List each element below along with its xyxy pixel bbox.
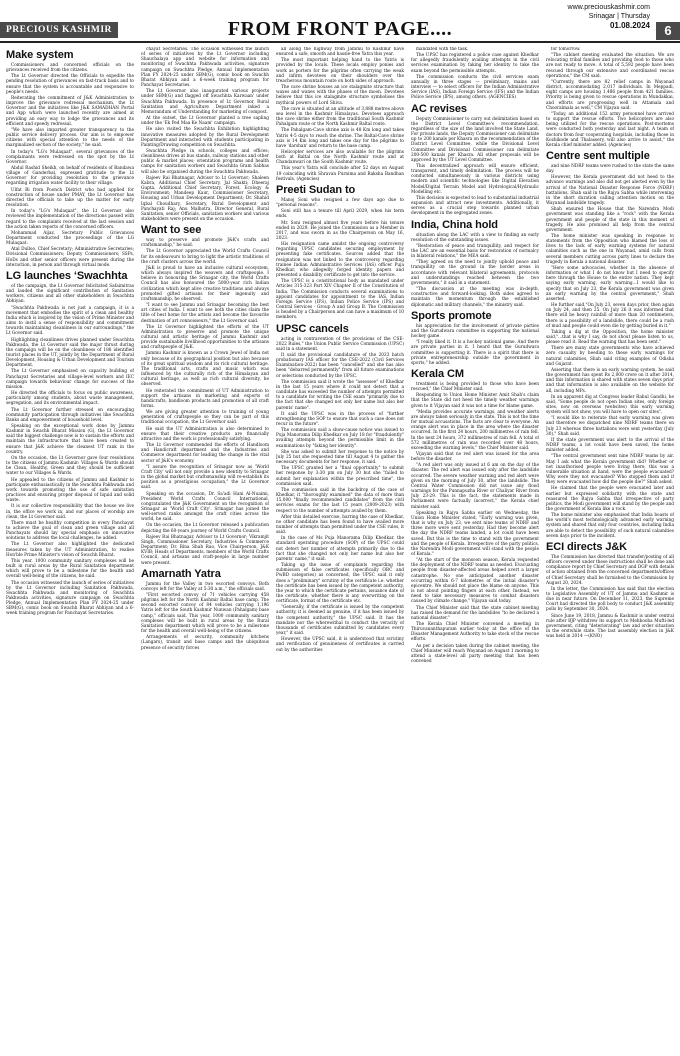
article-paragraph: way to preserve and promote J&K's crafts and craftsmanship," he said. — [141, 238, 269, 249]
article-paragraph: His resignation came amidst the ongoing controversy regarding UPSC candidates securing employment by presenting fake certificates. Sources added that the resignation was not linked to the controversy regarding trainee Indian Administrative Services (IAS) officer Puja Khedkar, who allegedly forged identity papers and presented a disability certificate to get into the service. — [276, 242, 404, 279]
article-paragraph: "Generally, if the certificate is issued by the competent authority, it is deemed as genuine, if it has been issued by the competent authority," the UPSC said. It has the mandate nor the wherewithal to conduct the veracity of thousands of certificates submitted by candidates every year," it said. — [276, 605, 404, 637]
article-paragraph: The commission said a show-cause notice was issued to Puja Manorama Dilip Khedkar on July 18 for "fraudulently" availing attempts beyond the permissible limit in the examinations by "faking her identity". — [276, 428, 404, 449]
article-paragraph: The Lt Governor appreciated the World Crafts Council for its endeavours to bring to light the artistic traditions of the craft clusters across the world. — [141, 249, 269, 265]
column-5 — [546, 47, 674, 1052]
article-headline: ECI directs J&K — [546, 540, 628, 553]
article-paragraph: The Lt Governor also highlighted the dedicated measures taken by the UT Administration, to realise Hon'ble Prime Minister's vision of Swachh Bharat. — [6, 542, 134, 558]
article-paragraph: "The central government sent nine NDRF teams by air. May I ask what the Kerala government did? Whether or not inauthorised people were living there, this was a vulnerable situation at hand, were the people evacuated? Why were they not evacuated? Who stopped them and if they were evacuated how did the people die?" Shah asked. — [546, 454, 674, 486]
article-paragraph: Jammu Kashmir is known as a Crown Jewel of India not only because of its geographical position but also because of its great spiritual wisdom and its rich cultural heritage. The traditional arts, crafts and music which was influenced by the culturally rich of the Himalayan and cultural heritage, as well as rich cultural diversity, he observed. — [141, 351, 269, 388]
article-paragraph: "At the start of the monsoon season, Kerala requested the deployment of the NDRF teams as needed. Evacuating people from disaster-affected areas helped avert a larger catastrophe. No one anticipated another disaster occurring within 6-7 kilometres of the initial disaster's epicentre. We should not place the blame on anyone. This is not about pointing fingers at each other. Instead, we need to take necessary measures to combat disasters caused by climate change," Vijayan said today. — [411, 558, 539, 605]
article-paragraph: He said the UT Administration is also determined to ensure that their creative products are financially attractive and the work is professionally satisfying. — [141, 426, 269, 442]
article-paragraph: situation along the LAC with a view to finding an early resolution of the outstanding issues. — [411, 232, 539, 243]
article-paragraph: In the case of Ms Puja Manorama Dilip Khedkar, the standard operating procedure (SOP) of the UPSC could not detect her number of attempts primarily due to the fact that she changed not only her name but also her parents' name," it said. — [276, 536, 404, 562]
article-paragraph: all along the highway from Jammu to Kashmir have ensured a safe, smooth and hassle-free Yatra this year. — [276, 47, 404, 58]
article-paragraph: Abdul Rashid Sheikh, on behalf of residents of Bandawa village of Ganderbal, expressed gratitude to the Lt Governor for providing resolution to the grievance regarding irrigation water facility to their village. — [6, 165, 134, 187]
article-paragraph: There are many state governments who have achieved zero casualty by heeding to these early warnings for natural calamities, Shah said citing examples of Odisha and Gujarat. — [546, 346, 674, 367]
article-paragraph: "Swachhta Pakhwada is not just a campaign, it is a movement that embodies the spirit of a clean and healthy India which is inspired by the vision of Prime Minister and aims to instil a sense of responsibility and commitment towards maintaining cleanliness in our surroundings," the Lt Governor said. — [6, 305, 134, 337]
article-paragraph: It said the UPSC was in the process of "further strengthening the SOP to ensure that such a case does not recur in the future". — [276, 411, 404, 427]
article-paragraph: his appreciation for the involvement of private parties and the Gurudwara committee in supporting the national hockey game. — [411, 323, 539, 340]
article-paragraph: Soni still has a tenure till April 2029, when his term ends. — [276, 209, 404, 220]
article-paragraph: The UPSC is a constitutional body as mandated under Articles 315-323 Part XIV Chapter II of the Constitution of India. The Commission conducts several examinations to appoint candidates for appointment to the IAS, Indian Foreign Service (IFS), Indian Police Service (IPS) and Central Services - Group A and Group B. The Commission is headed by a Chairperson and can have a maximum of 10 members. — [276, 279, 404, 321]
article-paragraph: Commissioners and concerned officials on the grievances received from the citizens. — [6, 63, 134, 74]
article-headline: Sports promote — [411, 309, 492, 322]
article-paragraph: The Commission has directed that transfer/posting of all officers covered under these instructions shall be done and compliance report by Chief Secretary and DGP with details of action obtained from the concerned departments/offices of Chief Secretary shall be furnished to the Commission by August 20, 2024. — [546, 554, 674, 586]
article-paragraph: This decision is expected to lead to substantial industrial expansion and attract new investments. Additionally, it serves as a crucial step towards planned urban development in the segregated zones. — [411, 195, 539, 217]
article-paragraph: Vijayan said that no red alert was issued for the area before the disaster. — [411, 452, 539, 463]
article-paragraph: for tomorrow. — [551, 47, 581, 52]
article-paragraph: He directed the officials to focus on public awareness, particularly among students, about waste management, segregation, and its environmental impact. — [6, 391, 134, 407]
article-paragraph: "The discussion at the meeting was in-depth, constructive and forward-looking. Both sides agreed to maintain the momentum through the established diplomatic and military channels," the ministry said. — [411, 287, 539, 308]
masthead-rule — [0, 41, 680, 43]
article-paragraph: The commission said it wrote the "assessee" of Khedkar in the last 15 years where it could not detect that a candidate has exceeded the number of attempts permitted to a candidate for writing the CSE exam "primarily due to the fact that she changed not only her name but also her parents' name". — [276, 379, 404, 411]
article-paragraph: Responding to Union Home Minister Amit Shah's claim that the State did not heed the timely weather warnings given to it Vijayan said it was not a time for blame game. — [411, 393, 539, 409]
article-paragraph: mandated with the task. — [416, 47, 469, 52]
article-paragraph: The home minister also emphasised that India boasts of the world's most technologically advanced early warning system and shared that only four countries, including India are able to detect the possibility of such natural calamities seven days prior to the incident. — [546, 513, 674, 539]
article-paragraph: The commission conducts the civil services exam annually in three stages — preliminary, mains and interview — to select officers for the Indian Administrative Service (IAS), Indian Foreign Service (IFS) and the Indian Police Service (IPS), among others. (AGENCIES) — [411, 74, 539, 101]
article-paragraph: At the outset, the Lt Governor planted a tree sapling under the 'Ek Ped Maa Ke Naam' campaign. — [141, 116, 269, 127]
article-paragraph: The UPSC granted her a "final opportunity" to submit her response by 3:30 pm on July 30 but she "failed to submit her explanation within the prescribed time", the commission said. — [276, 466, 404, 487]
column-1 — [6, 47, 134, 1052]
article-paragraph: The Kerala Chief Minister convened a meeting in Thiruvananthapuram earlier today at the office of the Disaster Management Authority to take stock of the rescue efforts. — [411, 622, 539, 643]
article-paragraph: Speaking on the exceptional work done by Jammu Kashmir in Swachh Bharat Mission (G), the Lt Governor said the biggest challenge now is to sustain the efforts and maintain the infrastructure that have been created to ensure that J&K achieve the cleanest UT rank in the country. — [6, 424, 134, 455]
article-paragraph: The most important helping hand to the Yatris is provided by the locals. These locals employ ponies and work as porters for the pilgrims often carrying the weak and infirm devotees on their shoulders over the treacherous mountain route on both sides of approach. — [276, 58, 404, 84]
article-paragraph: Rajeev Rai Bhatnagar, Advisor to Lt Governor; Shaleen Kabra, Additional Chief Secretary, Jal Shakti; Dheeraj Gupta, Additional Chief Secretary, Forest, Ecology & Environment; Mandeep Kaur, Commissioner Secretary, Housing and Urban Development Department; Dr. Shahid Iqbal Choudhary, Secretary, Rural Development and Panchayati Raj; Anu Malhotra, Director General, Rural Sanitation, senior Officials, sanitation workers and various stakeholders were present on the occasion. — [141, 175, 269, 222]
article-paragraph: This decentralized approach will ensure efficient, transparent, and timely delimitation. The process will be conducted simultaneously in various districts using modern and scientific technologies like Digital Elevation Model/Digital Terrain Model and Hydrological/Hydraulic Modelling etc. — [411, 163, 539, 195]
article-paragraph: Since June 19, 2018, Jammu & Kashmir is under central rule after BJP withdrew its support to Mehbooba Mufti-led government, citing "deteriorating" law and order situation in the erstwhile state. The last assembly election in J&K was held in 2014 —(KNO) — [546, 613, 674, 640]
article-paragraph: He claimed that the people were evacuated later and earlier but expressed solidarity with the state and reassured the Rajya Sabha that irrespective of party politics, the Modi government will stand by the people and the government of Kerala like a rock. — [546, 486, 674, 512]
article-paragraph: This year, 1000 community sanitary complexes will be built in rural areas by the Rural Sanitation department which will prove to be a milestone for the health and overall well-being of the citizens, he said. — [6, 558, 134, 580]
column-4 — [411, 47, 539, 1052]
article-paragraph: The occasion witnessed the launch of series of initiatives by the Lt Governor including Sanitation Pakhwada, Swachhta Pakhwada and monitoring of Swachhta Pakhwada activities, signature campaign on Swachhta Pledge, Annual Implementation Plan FY 2024-25 under SBM(G), comic book on Swachh Bharat Abhiyan and a 6-week training program for Panchayat Secretaries. — [6, 580, 134, 617]
article-paragraph: Asserting that there is an early warning system, he said the government has spent Rs 2,000 crore on it after 2014, and this information is shared with states seven days prior and that information is also available on the website for all, including MPs. — [546, 367, 674, 394]
article-paragraph: She was asked to submit her response to the notice by July 25 but she requested time till August 4 to gather the necessary documents for her response, it said. — [276, 449, 404, 466]
article-headline: Centre sent multiple — [546, 149, 650, 162]
article-paragraph: J&K is proud to have an inclusive cultural ecosystem, which always inspired the weavers and craftspeople. I believe in honouring the Srinagar city, the World Crafts Council has also honoured the 5000-year rich Indian civilization which kept alive creative traditions and always promoted gifted artisans for their ingenuity and craftsmanship, he observed. — [141, 265, 269, 302]
article-paragraph: "Here some advocacies, whether in the absence of information or what I do not know but I need to specify here through the House to the entire nation. They kept saying early warning, early warning...I would like to specify that on July 23, the Kerala government was given an early warning by the central government," Shah asserted. — [546, 265, 674, 302]
newspaper-brand: PRECIOUS KASHMIR — [0, 22, 118, 38]
article-paragraph: The Lt Governor highlighted the efforts of the UT Administration to preserve and promote the unique cultural and artistic heritage of Jammu Kashmir and provide sustainable livelihood opportunities to the artisans and craftspeople of J&K. — [141, 324, 269, 351]
article-paragraph: The Lt Governor directed the Officials to expedite the pending resolution of grievances on fast-track basis and to ensure that the system is accountable and responsive to people's needs. — [6, 74, 134, 95]
article-paragraph: "Today, an additional 152 army personnel have arrived to support the rescue efforts. Two helicopters are also being utilized for the rescue operations. Post-mortems were conducted both yesterday and last night. A team of doctors from four cooperating hospitals, including those in Kozhikode and Thalassery, will also arrive to assist," the Kerala chief minister added. (Agencies) — [546, 111, 674, 148]
article-paragraph: "I really liked it. It is a hockey national game. And there are private parties in it. I heard that the Gurudwara committee is supporting it. There is a spirit that there is private entrepreneurship outside the government in sports," he added. — [411, 340, 539, 366]
article-paragraph: He further said,"On July 23, seven days prior, then again on July 24, and then 25. On July 26 it was informed that there will be heavy rainfall of more than 20 centimeters, there is a possibility of a landslide, there could be a rush of mud and people could even die by getting buried in it." — [546, 303, 674, 329]
article-paragraph: Atal Dulloo, Chief Secretary; Administrative Secretaries; Divisional Commissioners; Deputy Commissioners; SSPs, HoDs and other senior officers were present during the interaction, in person and through virtual mode. — [6, 247, 134, 268]
article-paragraph: In the letter, the Commission has said that the election to Legislative Assembly of UT of Jammu and Kashmir is due in near future. On December 11, 2023, the Supreme Court had directed the poll body to conduct J&K assembly polls by September 30, 2024. — [546, 586, 674, 613]
article-headline: UPSC cancels — [276, 322, 349, 335]
column-3 — [276, 47, 404, 1052]
article-paragraph: "Currently, there are 82 relief camps in Wayanad district, accommodating 2,017 individuals. In Meppadi, eight camps are housing 1,486 people from 421 families. Priority is being given to rescue operations in Mundakkai, and efforts are progressing well in Attamala and Chooralmala as well," CM Vijayan said. — [546, 79, 674, 111]
article-paragraph: Speaking on the occasion, Dr. Sa'adi Hani Al-Nuaimi, President World Crafts Council International, congratulated the J&K Government on the recognition of Srinagar as 'World Craft City'. Srinagar has joined the well-served ranks amongst the craft cities across the world, he said. — [141, 491, 269, 523]
article-headline: Want to see — [141, 224, 202, 237]
article-paragraph: Jammu for the Valley in two escorted convoys. Both convoys left for the Valley at 5:30 a.m.," the officials said. — [141, 581, 269, 592]
article-paragraph: However, the UPSC said, it is understood that scrutiny and verification of genuineness of certificates is carried out by the authorities — [276, 637, 404, 653]
article-paragraph: Mohammad Aijaz, Secretary Public Grievances Department conducted the proceedings of the LG Mulaqaat. — [6, 230, 134, 247]
article-paragraph: "First escorted convoy of 71 vehicles carrying 458 pilgrims left for the North Kashmir Baltal base camp. The second escorted convoy of 84 vehicles carrying 1,196 Yatris left for the South Kashmir Nunwan (Pahalgam) base camp," officials said. This year, 1000 community sanitary complexes will be built in rural areas by the Rural Sanitation department which will prove to be a milestone for the health and overall well-being of the citizens. — [141, 593, 269, 635]
article-headline: Kerala CM — [411, 367, 464, 380]
article-paragraph: The commission said in the backdrop of the case of Khedkar, it "thoroughly examined" the data of more than 15,000 "finally recommended candidates" from the civil services exams for the last 15 years (2009-2023) with respect to the number of attempts availed by them. — [276, 487, 404, 514]
article-paragraph: Highlighting cleanliness drives planned under Swachhta Pakhwada, the Lt Governor said the major thrust during the campaign will be on the cleanliness of 188 identified tourist places in the UT, jointly by the Department of Rural Development, Housing & Urban Development and Tourism Department. — [6, 337, 134, 369]
article-paragraph: On the occasion, the Lt Governor released a publication depicting the 60-years journey of World Crafts Council. — [141, 523, 269, 534]
article-paragraph: "A red alert was only issued at 6 am on the day of the disaster. The red alert was issued only after the landslide occurred. The severe weather warning and red alert were given on the morning of July 30, after the landslide. The Central Water Commission did not issue any flood warnings for the Punnapuzha River or Chaliyar River from July 23-29. This is the fact, the statements made in Parliament were factually incorrect," the Kerala chief minister said. — [411, 463, 539, 510]
masthead — [0, 0, 680, 40]
article-paragraph: Shah ensured the House that the Narendra Modi government was standing like a "rock" with the Kerala government and people of the state in this moment of tragedy. He also promised all help from the central government. — [546, 207, 674, 233]
column-2 — [141, 47, 269, 1052]
article-paragraph: It said the provisional candidature of the 2023 batch probationary IAS officer for the CSE-2022 (Civil Services Examination-2022) has been "cancelled" and she has also been "debarred permanently" from all future examinations or selections conducted by the UPSC. — [276, 352, 404, 379]
article-paragraph: "They agreed on the need to jointly uphold peace and tranquillity on the ground in the border areas in accordance with relevant bilateral agreements, protocols and understandings reached between the two governments," it said in a statement. — [411, 260, 539, 286]
article-paragraph: As per a decision taken during the cabinet meeting, the Chief Minister will reach Wayanad on August 1 morning to attend a state-level all party meeting that has been convened — [411, 643, 539, 665]
article-paragraph: Rajeev Rai Bhatnagar, Advisor to Lt Governor; Vikramjit Singh, Commissioner Secretary, Industries & Commerce Department; Dr. Bina Shah Rao, Vice Chairperson, J&K KVIB; Heads of Departments, members of the World Crafts Council, and artisans and craft-people in large number were present. — [141, 534, 269, 566]
article-paragraph: The Pahalgam-Cave shrine axis is 48 Km long and takes Yatris 4-5 days to reach the shrine. The Baltal-Cave shrine axis is 14 Km long and takes one day for the pilgrims to have 'darshan' and return to the base camp. — [276, 128, 404, 149]
article-paragraph: Taking up the issue of complaints regarding the submission of false certificates (specifically OBC and PwBD categories) as concerned, the UPSC said it only does a "preliminary" scrutiny of the certificate i.e. whether the certificate has been issued by the competent authority, the year to which the certificate pertains, issuance date of the certificate, whether there is any overwriting on the certificate, format of the certificate etc. — [276, 563, 404, 605]
article-paragraph: "Restoration of peace and tranquillity, and respect for the LAC are an essential basis for restoration of normalcy in bilateral relations," the MEA said. — [411, 243, 539, 260]
article-columns — [6, 47, 674, 1052]
article-paragraph: Arrangements of security, community kitchens (Langars), transit and base camps and the ubiquitous presence of security forces — [141, 635, 269, 651]
article-paragraph: The UPSC has registered a police case against Khedkar for allegedly fraudulently availing attempts in the civil services examination by faking her identity to take the exam beyond the permissible attempts. — [411, 53, 539, 74]
article-paragraph: and nine NDRF teams were rushed to the state the same day. — [546, 163, 674, 175]
article-paragraph: However, the Kerala government did not heed to the advance warnings and also did not get alerted even by the arrival of the National Disaster Response Force (NDRF) battalions, Shah said in the Rajya Sabha while intervening in the short duration calling attention motion on the Wayanad landslide tragedy. — [546, 175, 674, 207]
article-paragraph: Speaking in Rajya Sabha earlier on Wednesday, the Union Home Minister stated, "Early warning was given, that is why on July 23, we sent nine teams of NDRF and three more were sent yesterday. Had they become alert the day the NDRF teams landed, a lot could have been saved. But this is the time to stand with the government and the people of Kerala. Irrespective of the party politics, the Narendra Modi government will stand with the people of Kerala." — [411, 510, 539, 557]
article-paragraph: "I would like to reiterate that early warning was given and therefore we dispatched nine NDRF teams there on July 23 whereas three battalions were sent yesterday (July 30)," Shah said. — [546, 416, 674, 437]
article-paragraph: In today's "LG's Mulaqaat", several grievances of the complainants were redressed on the spot by the Lt Governor. — [6, 149, 134, 165]
article-paragraph: of the campaign, the Lt Governor felicitated Safaimitras and lauded the significant contribution of Sanitation workers, citizens and all other stakeholders in Swachhta Abhiyan. — [6, 283, 134, 305]
article-paragraph: The Chief Minister said that the state cabinet meeting has raised the demand for the landslides "to be declared a national disaster." — [411, 605, 539, 621]
article-paragraph: If the state government was alert to the arrival of the NDRF teams, a lot could have been saved, the home minister added. — [546, 437, 674, 454]
article-paragraph: "We have also imparted greater transparency to the public service delivery process. Our aim is to empower citizens with special attention to the needs of the marginalized section of the society," he said. — [6, 127, 134, 149]
article-paragraph: This year's Yatra will conclude after 52 days on August 19 coinciding with Shravan Purnima and Raksha Bandhan festivals. (Agencies) — [276, 166, 404, 182]
article-paragraph: Deputy Commissioner to carry out delimitation based on the District Level Committee's recommendation, regardless of the size of the land involved the State Land. For private lands, the Deputy Commissioner can delimitate up to 200 kanals per Khasra on the recommendation of the District Level Committee, while the Divisional Level Committee and Divisional Commissioner can delimitate 200-500 kanals per Khasra. All other proposals will be approved by the UT Level Committee. — [411, 116, 539, 163]
article-headline: Make system — [6, 49, 74, 61]
article-paragraph: "I want to see Jammu and Srinagar becoming the best art cities of India. I want to see both the cities claim the title of best home for the artists and become the favourite destination of art connoisseurs," the Lt Governor said. — [141, 303, 269, 324]
article-paragraph: It is our collective responsibility that the house we live in, the office we work in, and our places of worship are clean, the Lt Governor said. — [6, 504, 134, 520]
article-paragraph: Ulfat Bi from Poonch District who had applied for construction of house under PMAY, the Lt Governor has directed the officials to take up the matter for early resolution. — [6, 187, 134, 209]
article-paragraph: We are giving greater attention to training of young generation of craftspeople so they can be part of this traditional occupation, the Lt Governor said. — [141, 410, 269, 426]
article-paragraph: The home minister was speaking in response to statements from the Opposition who blamed the loss of lives to the lack of early warning systems for natural calamities such as the one in Wayanad, amid calls from several members cutting across party lines to declare the tragedy in Kerala a national disaster. — [546, 234, 674, 265]
article-paragraph: He reiterated the commitment of UT Administration to support the artisans in marketing and exports of handicrafts, handloom products and promotion of all craft forms. — [141, 388, 269, 409]
article-paragraph: The cave shrine houses an ice stalagmite structure that waxes and wanes with the phases of the moon. Devotees believe that this ice stalagmite structure symbolises the mythical powers of Lord Shiva. — [276, 85, 404, 106]
article-paragraph: The Lt Governor emphasized on capacity building of Panchayat Secretaries and village-level workers and IEC campaign towards behaviour change for success of the mission. — [6, 369, 134, 390]
edition-day: Srinagar | Thursday — [588, 13, 650, 20]
article-paragraph: acting in contravention of the provisions of the CSE-2022 Rules," the Union Public Service Commission (UPSC) said in a statement. — [276, 336, 404, 352]
article-paragraph: "The cabinet meeting evaluated the situation. We are relocating tribal families and providing food to those who are not ready to move. A total of 5,592 people have been rescued through our extensive and coordinated rescue operations," the CM said. — [546, 53, 674, 79]
article-paragraph: Reiterating the commitment of J&K Administration to improve the grievance redressal mechanism, the Lt Governor and the initiatives like J&K SAMADHAN Portal and App which were launched recently are aimed at providing an easy way to lodge the grievances and its efficient and speedy redressal. — [6, 95, 134, 127]
article-paragraph: In today's "LG's Mulaqaat", the Lt Governor also reviewed the implementation of the directions passed with regard to the complaints received at the last session and the action taken reports of the concerned officers. — [6, 209, 134, 230]
article-headline: AC revises — [411, 102, 467, 115]
article-paragraph: He also visited the Swachhta Exhibition highlighting innovative measures adopted by the Rural Development Department and interacted with students participating in Painting/Drawing competition on Swachhta. — [141, 127, 269, 148]
article-paragraph: Manoj Soni who resigned a few days ago due to "personal reasons". — [276, 197, 404, 209]
article-paragraph: The Lt Governor commended the efforts of Handloom and Handicraft department and the Industries and Commerce department for leading the change in the vital sector of J&K's economy. — [141, 443, 269, 464]
article-paragraph: There must be healthy competition in every Panchayat to achieve the goal of clean and green village and all Panchayats should lay special emphasis on innovative solutions to address the local challenges, he added. — [6, 520, 134, 542]
article-headline: India, China hold — [411, 218, 498, 231]
article-paragraph: Helicopter services are also available for the pilgrims both at Baltal on the North Kashmir route and at Chandanwari on the South Kashmir route. — [276, 149, 404, 166]
article-paragraph: chayat Secretaries. The occasion witnessed the launch of series of initiatives by the Lt Governor including Shauchalaya app and website for information and monitoring of Swachhta Pakhwada activities, signature campaign on Swachhta Pledge, Annual Implementation Plan FY 2024-25 under SBM(G), comic book on Swachh Bharat Abhiyan and a 6-week training program for Panchayat Secretaries. — [141, 47, 269, 89]
website-url[interactable]: www.preciouskashmir.com — [567, 4, 650, 11]
article-paragraph: Swachhta Pledge in schools, colleges and offices; cleanliness drives at bus stands, railway stations and other public & market places; orientation programs and health camps for sanitation workers and Swachhta Gram Sabhas will also be organised during the Swachhta Pakhwada. — [141, 148, 269, 175]
edition-date: 01.08.2024 — [609, 21, 650, 30]
article-headline: Amarnath Yatra — [141, 567, 221, 580]
article-paragraph: The Lt Governor also inaugurated various projects under SBM(G) and flagged off Swachhta Karwaan' under Swachhta Pakhwada. In presence of Lt Governor, Rural Sanitation and Agriculture Department inked a Memorandum of Understanding for marketing of compost. — [141, 89, 269, 115]
article-paragraph: Taking a dig at the Opposition, the home minister said,"...that is why I say, do not shout please listen to us, please read it. Read the warning that has been sent." — [546, 329, 674, 346]
article-paragraph: He appealed to the citizens of Jammu and Kashmir to participate enthusiastically in the Swachhta Pakhwada and work towards promoting the use of safe sanitation practices and ensuring proper disposal of liquid and solid waste. — [6, 477, 134, 504]
section-title: FROM FRONT PAGE.... — [227, 18, 453, 40]
article-paragraph: The cave is situated at an altitude of 3,888 metres above sea level in the Kashmir Himalayas. Devotees approach the cave shrine either from the traditional South Kashmir Pahalgam route or the North Kashmir Baltal route. — [276, 106, 404, 128]
article-paragraph: "I assure the recognition of Srinagar now as 'World Craft City' will not only provide a new identity to Srinagar in the global market but craftsmanship will re-establish its position as a prestigious occupation," the Lt Governor said. — [141, 464, 269, 491]
article-paragraph: treatment is being provided to those who have been rescued," the Chief Minister said. — [411, 381, 539, 393]
article-paragraph: "Media provides accurate warnings, and weather alerts are always taken seriously in the state. This is not the time for mutual accusations. The facts are clear to everyone. An orange alert was in place in the area where the disaster occurred. In the first 24 hours, 200 millimetres of rain fell. In the next 24 hours, 372 millimetres of rain fell. A total of 572 millimetres of rain was recorded over 48 hours, exceeding the warning levels," the Chief Minister said. — [411, 409, 539, 451]
page-number: 6 — [656, 22, 680, 40]
article-paragraph: Mr. Soni resigned almost five years before his tenure ended in 2029. He joined the Commission as a Member in 2017, and was sworn in as the Chairperson on May 16, 2023. — [276, 220, 404, 241]
article-paragraph: After this detailed exercise, barring the case of Khedkar, no other candidate has been found to have availed more number of attempts than permitted under the CSE rules, it said. — [276, 514, 404, 536]
article-paragraph: The Lt Governor further stressed on encouraging community participation through initiatives like Swachhta Banks and empowerment of household level. — [6, 407, 134, 423]
article-paragraph: On the occasion, the Lt Governor gave four resolutions to the citizens of Jammu Kashmir: Villages & Wards should be Clean, Healthy, Green and they should be sufficient water to our Villages & Wards. — [6, 455, 134, 477]
article-headline: LG launches ‘Swachhta — [6, 269, 128, 282]
article-headline: Preeti Sudan to — [276, 183, 356, 196]
edition-info — [568, 3, 650, 30]
article-paragraph: In an apparent dig at Congress leader Rahul Gandhi, he said, "Some people do not open Indian sites, only foreign sites, now on overseas (websites) this early warning system will not show, you will have to open our sites". — [546, 394, 674, 416]
